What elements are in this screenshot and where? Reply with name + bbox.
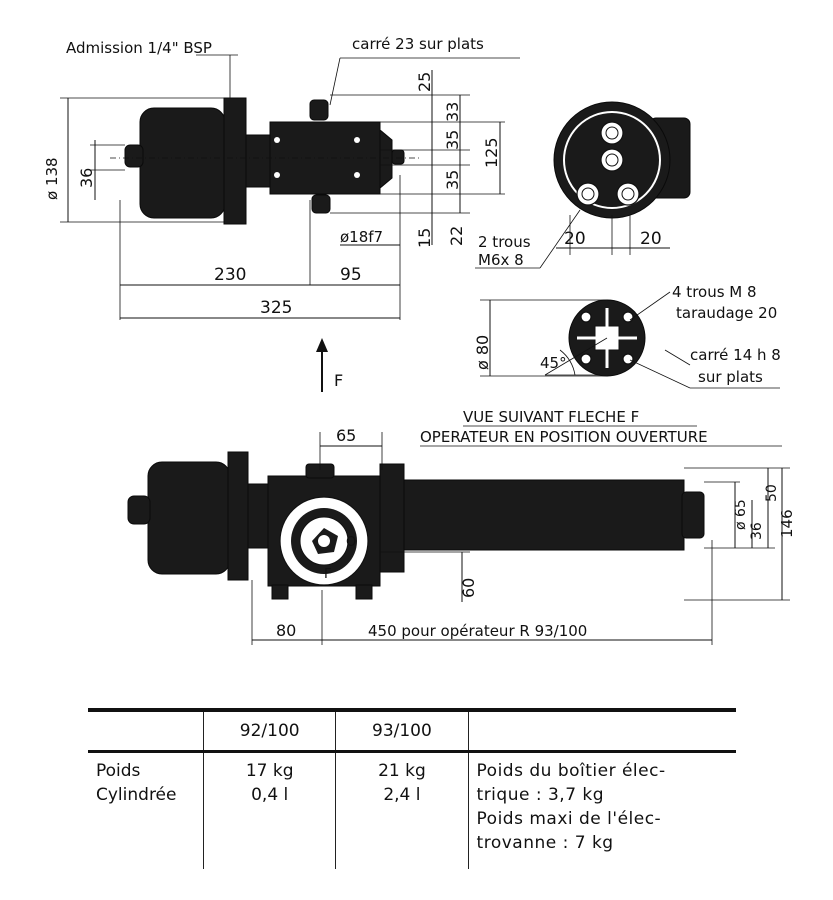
- top-view: [43, 35, 520, 320]
- side-dim-450: 450 pour opérateur R 93/100: [368, 622, 588, 640]
- dim-325: 325: [260, 298, 293, 318]
- dim-36: 36: [77, 167, 96, 188]
- top-lug-upper: [310, 100, 328, 120]
- spec-table: [88, 708, 736, 869]
- table-row: [88, 752, 736, 870]
- side-front-flange: [380, 464, 404, 572]
- note-line-4: trovanne : 7 kg: [476, 833, 614, 853]
- side-dim-65: 65: [336, 426, 357, 445]
- flange-view: [473, 283, 781, 388]
- top-end-knob: [125, 145, 143, 167]
- end-dim-20b: 20: [640, 229, 662, 249]
- note-line-1: Poids du boîtier élec-: [476, 761, 666, 781]
- top-gearbox: [270, 122, 380, 194]
- side-operator-tube: [404, 480, 684, 550]
- flange-carre-1: carré 14 h 8: [690, 346, 781, 364]
- side-dim-36: 36: [749, 522, 765, 540]
- note-line-3: Poids maxi de l'élec-: [476, 809, 662, 829]
- side-cylinder-cap: [148, 462, 230, 574]
- side-dia-65: ø 65: [733, 499, 749, 530]
- end-trous-1: 2 trous: [478, 233, 531, 251]
- side-dim-80: 80: [276, 621, 297, 640]
- marker-f: F: [324, 567, 332, 582]
- dim-230: 230: [214, 265, 247, 285]
- side-dim-146: 146: [778, 509, 796, 538]
- arrow-f-label: F: [334, 371, 344, 390]
- flange-angle-45: 45°: [540, 354, 567, 372]
- side-dim-60: 60: [459, 577, 478, 598]
- dim-35a: 35: [443, 129, 462, 150]
- flange-trous-1: 4 trous M 8: [672, 283, 757, 301]
- top-cylinder-cap: [140, 108, 225, 218]
- dim-22: 22: [447, 225, 466, 246]
- note-line-2: trique : 3,7 kg: [476, 785, 605, 805]
- top-lug-lower: [312, 195, 330, 213]
- top-gearbox-nose: [380, 130, 392, 188]
- end-dim-20a: 20: [564, 229, 586, 249]
- table-header-93-100: 93/100: [336, 710, 468, 752]
- top-flange: [224, 98, 246, 224]
- dim-15: 15: [415, 227, 434, 248]
- value-93-poids: 21 kg: [378, 761, 426, 781]
- dia-138: ø 138: [43, 157, 61, 200]
- side-flange: [228, 452, 248, 580]
- value-93-cylindree: 2,4 l: [383, 785, 421, 805]
- dia-18f7: ø18f7: [340, 228, 384, 246]
- admission-label: Admission 1/4" BSP: [66, 39, 212, 57]
- side-operator-end: [682, 492, 704, 538]
- value-92-poids: 17 kg: [245, 761, 294, 781]
- row-label-poids: Poids: [96, 761, 141, 781]
- flange-trous-2: taraudage 20: [676, 304, 778, 322]
- side-dim-50: 50: [764, 484, 780, 502]
- flange-carre-2: sur plats: [698, 368, 763, 386]
- dim-33: 33: [443, 101, 462, 122]
- side-end-knob: [128, 496, 150, 524]
- end-view: [475, 102, 690, 269]
- dim-125: 125: [482, 137, 501, 168]
- dim-25: 25: [415, 71, 434, 92]
- end-trous-2: M6x 8: [478, 251, 524, 269]
- row-label-cylindree: Cylindrée: [96, 785, 177, 805]
- table-header-notes: [468, 710, 736, 752]
- carre-23-label: carré 23 sur plats: [352, 35, 484, 53]
- table-header-row: [88, 710, 736, 752]
- value-92-cylindree: 0,4 l: [251, 785, 289, 805]
- table-header-empty: [88, 710, 204, 752]
- dim-35b: 35: [443, 169, 462, 190]
- side-title-2: OPERATEUR EN POSITION OUVERTURE: [420, 428, 708, 446]
- top-shaft: [246, 135, 271, 187]
- flange-dia-80: ø 80: [473, 334, 492, 370]
- side-title-1: VUE SUIVANT FLECHE F: [463, 408, 640, 426]
- side-view: [128, 408, 796, 645]
- dim-95: 95: [340, 265, 362, 285]
- marker-o: O: [346, 535, 357, 550]
- table-header-92-100: 92/100: [204, 710, 336, 752]
- arrow-f: [316, 338, 343, 392]
